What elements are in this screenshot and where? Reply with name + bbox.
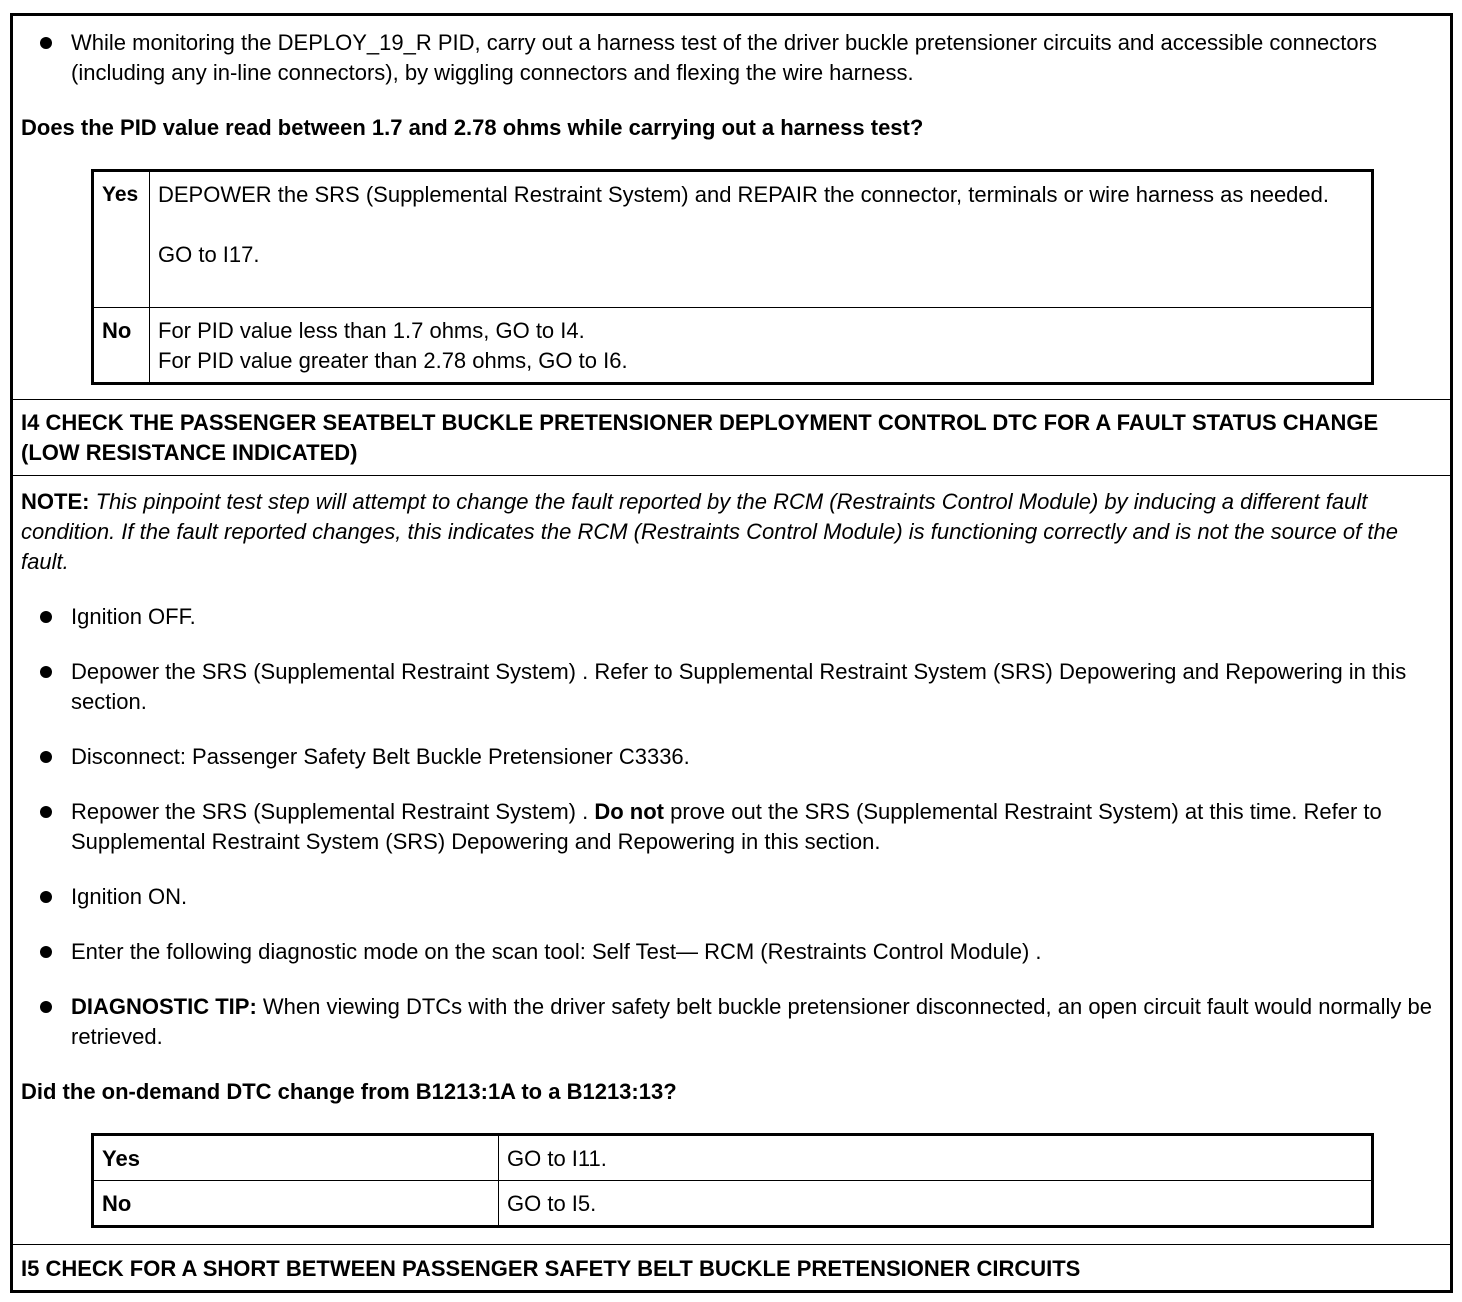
bullet-icon (40, 611, 52, 623)
yes-goto: GO to I17. (158, 242, 260, 267)
question-text: Does the PID value read between 1.7 and 2.78 ohms while carrying out a harness test? (21, 115, 924, 140)
step-text: Disconnect: Passenger Safety Belt Buckle Pretensioner C3336. (71, 744, 690, 769)
diagnostic-tip-text: When viewing DTCs with the driver safety belt buckle pretensioner disconnected, an open circuit fault would normally be retrieved. (71, 994, 1432, 1049)
divider (13, 475, 1450, 476)
note-label: NOTE: (21, 489, 90, 514)
yes-action (150, 171, 1373, 308)
yes-label: Yes (93, 171, 150, 308)
yes-no-table (91, 169, 1374, 385)
step-text-part: Repower the SRS (Supplemental Restraint System) . (71, 799, 589, 824)
no-action-line: For PID value greater than 2.78 ohms, GO to I6. (158, 348, 628, 373)
step-heading-i5: I5 CHECK FOR A SHORT BETWEEN PASSENGER SAFETY BELT BUCKLE PRETENSIONER CIRCUITS (21, 1256, 1081, 1281)
step-text (71, 797, 1433, 857)
bullet-icon (40, 946, 52, 958)
step-warning: Do not (594, 799, 664, 824)
question-text: Did the on-demand DTC change from B1213:1A to a B1213:13? (21, 1079, 677, 1104)
bullet-icon (40, 891, 52, 903)
step-text: Enter the following diagnostic mode on the scan tool: Self Test— RCM (Restraints Control Module) . (71, 939, 1042, 964)
divider (13, 1244, 1450, 1245)
step-text (71, 992, 1433, 1052)
bullet-icon (40, 1001, 52, 1013)
step-text: Depower the SRS (Supplemental Restraint System) . Refer to Supplemental Restraint System (SRS) Depowering and Repowering in this section. (71, 659, 1407, 714)
no-action (150, 308, 1373, 384)
step-text: Ignition ON. (71, 884, 188, 909)
step-text: Ignition OFF. (71, 604, 196, 629)
step-text: While monitoring the DEPLOY_19_R PID, carry out a harness test of the driver buckle pretensioner circuits and accessible connectors (including any in-line connectors), by wiggling connectors and flexing the wire harness. (71, 30, 1377, 85)
diagnostic-tip-label: DIAGNOSTIC TIP: (71, 994, 257, 1019)
yes-action: GO to I11. (499, 1135, 1373, 1181)
no-label: No (93, 308, 150, 384)
bullet-icon (40, 37, 52, 49)
bullet-icon (40, 751, 52, 763)
yes-action-line: DEPOWER the SRS (Supplemental Restraint System) and REPAIR the connector, terminals or wire harness as needed. (158, 182, 1329, 207)
note (21, 487, 1436, 577)
bullet-icon (40, 806, 52, 818)
bullet-icon (40, 666, 52, 678)
no-action: GO to I5. (499, 1181, 1373, 1227)
procedure-page (10, 13, 1453, 1293)
no-label: No (93, 1181, 499, 1227)
no-action-line: For PID value less than 1.7 ohms, GO to I4. (158, 318, 585, 343)
step-text-part: prove out the SRS (Supplemental Restraint System) at this time. Refer to Supplemental Restraint System (SRS) Depowering and Repowering in this section. (71, 799, 1382, 854)
note-text: This pinpoint test step will attempt to change the fault reported by the RCM (Restraints Control Module) by inducing a different fault condition. If the fault reported changes, this indicates the RCM (Restraints Control Module) is functioning correctly and is not the source of the fault. (21, 489, 1398, 574)
yes-no-table (91, 1133, 1374, 1228)
yes-label: Yes (93, 1135, 499, 1181)
divider (13, 399, 1450, 400)
step-heading-i4: I4 CHECK THE PASSENGER SEATBELT BUCKLE PRETENSIONER DEPLOYMENT CONTROL DTC FOR A FAULT STATUS CHANGE (LOW RESISTANCE INDICATED) (21, 410, 1379, 465)
